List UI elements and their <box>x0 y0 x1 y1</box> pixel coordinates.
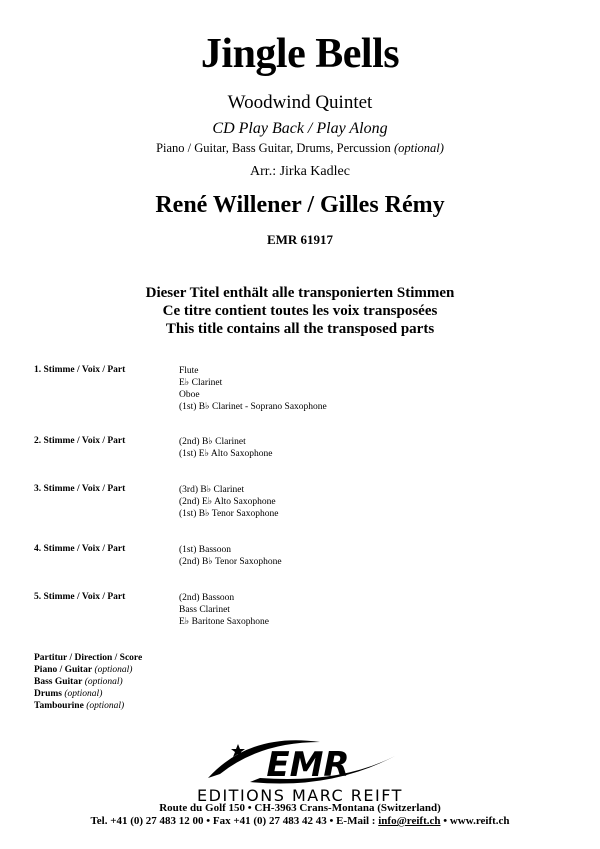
extra-item <box>34 652 142 664</box>
extra-item <box>34 676 142 688</box>
publisher-address: Route du Golf 150 • CH-3963 Crans-Montana (Switzerland) <box>159 802 441 814</box>
logo-text: EMR <box>266 745 350 785</box>
score-and-optional-parts <box>34 652 142 712</box>
contact-phone-fax: Tel. +41 (0) 27 483 12 00 • Fax +41 (0) 27 483 42 43 • E-Mail : <box>90 815 379 827</box>
instrument-item: E♭ Baritone Saxophone <box>179 617 269 627</box>
extra-item-note: (optional) <box>94 665 133 675</box>
part-label: 5. Stimme / Voix / Part <box>34 592 126 602</box>
part-label: 1. Stimme / Voix / Part <box>34 365 126 375</box>
part-label: 3. Stimme / Voix / Part <box>34 484 126 494</box>
extra-item-note: (optional) <box>64 689 103 699</box>
part-instrument-list <box>179 365 327 413</box>
extra-item-name: Piano / Guitar <box>34 665 93 675</box>
extra-item-name: Bass Guitar <box>34 677 83 687</box>
part-label: 4. Stimme / Voix / Part <box>34 544 126 554</box>
publisher-contact <box>0 815 600 827</box>
composers-line: René Willener / Gilles Rémy <box>155 192 445 218</box>
instrument-item: (2nd) Bassoon <box>179 593 235 603</box>
instrumentation-line <box>0 141 600 156</box>
extra-item-name: Drums <box>34 689 62 699</box>
instrument-item: Bass Clarinet <box>179 605 230 615</box>
instrument-item: (2nd) B♭ Clarinet <box>179 437 246 447</box>
instrument-item: E♭ Clarinet <box>179 378 223 388</box>
notice-german: Dieser Titel enthält alle transponierten Stimmen <box>145 285 455 301</box>
emr-logo <box>190 738 410 788</box>
part-instrument-list <box>179 436 272 460</box>
instrument-item: (1st) B♭ Clarinet - Soprano Saxophone <box>179 402 327 412</box>
contact-email-link[interactable]: info@reift.ch <box>378 815 441 827</box>
notice-english: This title contains all the transposed parts <box>165 321 435 337</box>
page-title: Jingle Bells <box>200 31 400 77</box>
notice-french: Ce titre contient toutes les voix transposées <box>162 303 438 319</box>
instrument-item: (1st) Bassoon <box>179 545 231 555</box>
extra-item-name: Partitur / Direction / Score <box>34 653 143 663</box>
instrument-item: (2nd) B♭ Tenor Saxophone <box>179 557 282 567</box>
extra-item-name: Tambourine <box>34 701 84 711</box>
cd-playback-line: CD Play Back / Play Along <box>212 120 388 137</box>
extra-item-note: (optional) <box>84 677 123 687</box>
extra-item-note: (optional) <box>86 701 125 711</box>
publisher-name: EDITIONS MARC REIFT <box>197 786 403 805</box>
extra-item <box>34 688 142 700</box>
subtitle: Woodwind Quintet <box>227 92 373 113</box>
extra-item <box>34 700 142 712</box>
part-label: 2. Stimme / Voix / Part <box>34 436 126 446</box>
instrument-item: Oboe <box>179 390 200 400</box>
arranger-line: Arr.: Jirka Kadlec <box>250 164 350 179</box>
instrument-item: (1st) E♭ Alto Saxophone <box>179 449 273 459</box>
contact-website: • www.reift.ch <box>440 815 510 827</box>
instrumentation-text: Piano / Guitar, Bass Guitar, Drums, Percussion <box>156 141 391 155</box>
part-instrument-list <box>179 484 278 520</box>
catalog-number: EMR 61917 <box>266 232 334 247</box>
instrument-item: Flute <box>179 366 199 376</box>
extra-item <box>34 664 142 676</box>
instrument-item: (2nd) E♭ Alto Saxophone <box>179 497 276 507</box>
instrument-item: (1st) B♭ Tenor Saxophone <box>179 509 279 519</box>
instrumentation-optional: (optional) <box>393 141 444 155</box>
part-instrument-list <box>179 544 282 568</box>
instrument-item: (3rd) B♭ Clarinet <box>179 485 245 495</box>
part-instrument-list <box>179 592 269 628</box>
